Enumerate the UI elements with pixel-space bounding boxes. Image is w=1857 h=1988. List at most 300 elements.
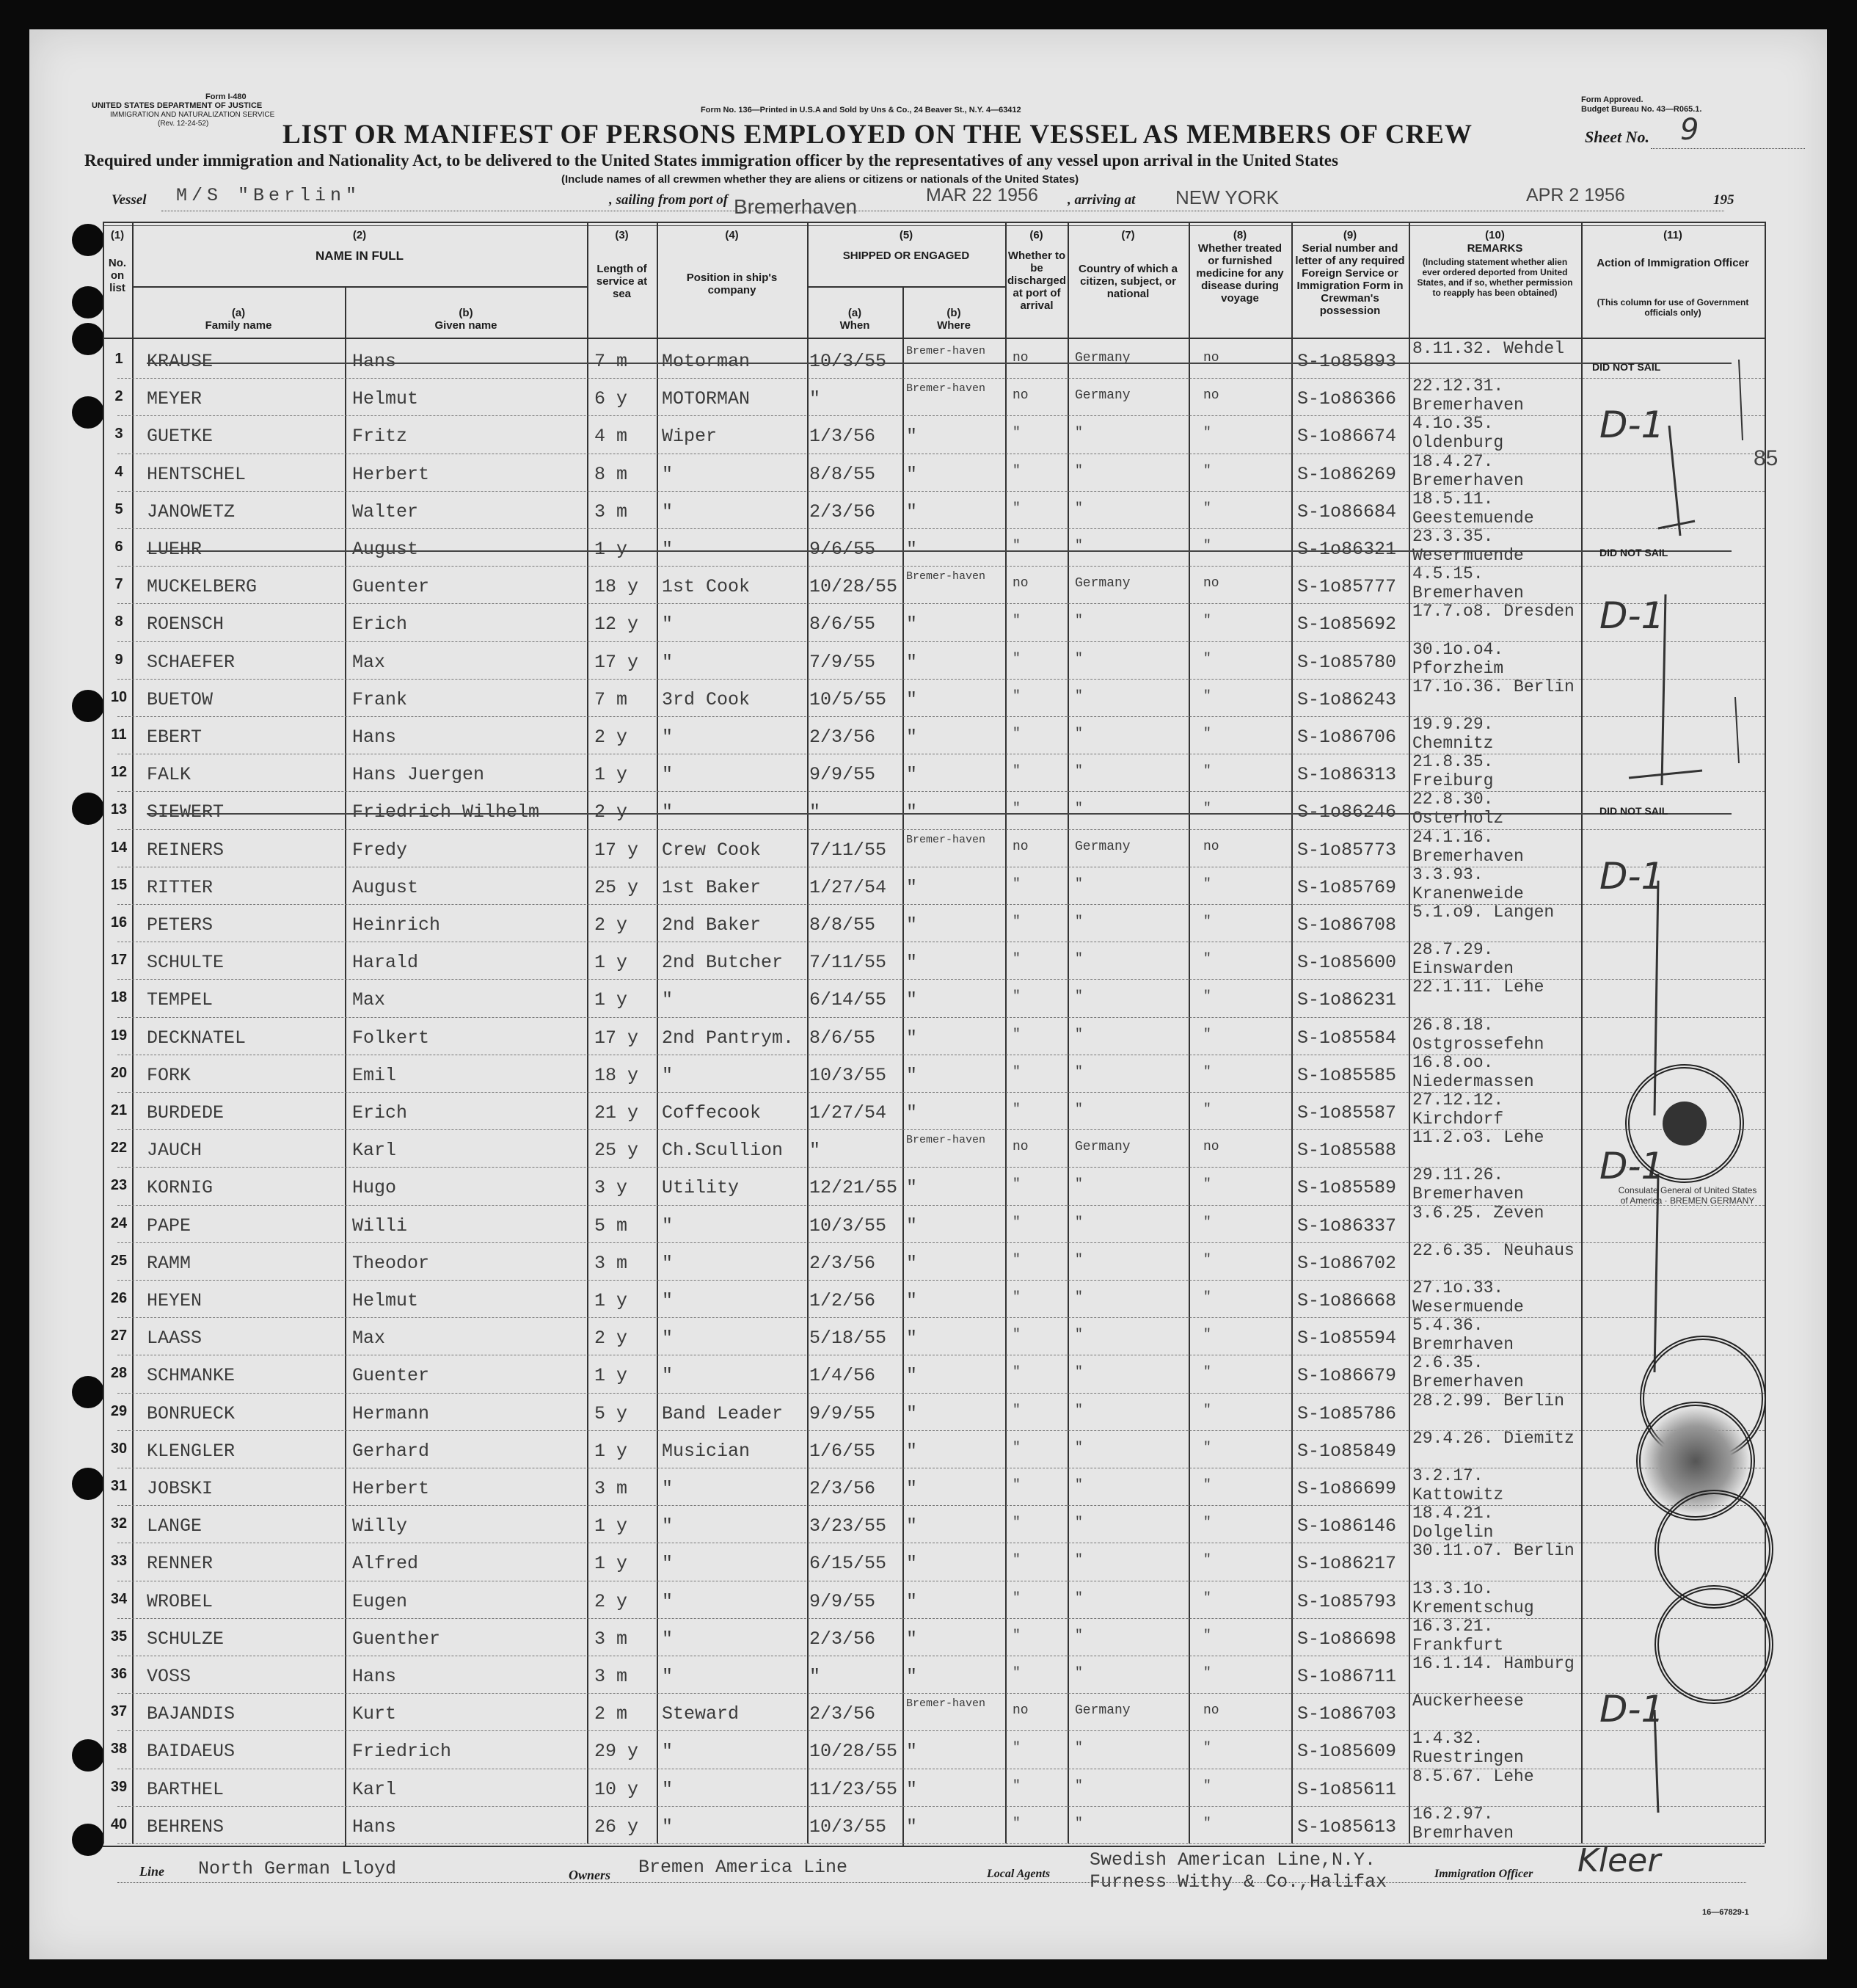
position: "	[662, 651, 674, 673]
serial-number: S-1o85849	[1297, 1440, 1397, 1462]
position: "	[662, 1628, 674, 1650]
col3-number: (3)	[615, 229, 629, 241]
position: MOTORMAN	[662, 388, 751, 410]
owners-label: Owners	[569, 1868, 611, 1882]
discharged: no	[1013, 839, 1029, 854]
country: "	[1075, 613, 1083, 629]
serial-number: S-1o85587	[1297, 1102, 1397, 1124]
discharged: "	[1013, 651, 1021, 666]
col5a-label: (a) When	[839, 307, 870, 332]
remarks: 1.4.32. Ruestringen	[1412, 1729, 1524, 1768]
remarks: 17.7.o8. Dresden	[1412, 602, 1575, 622]
family-name: RENNER	[147, 1553, 214, 1575]
shipped-where: "	[906, 500, 918, 523]
column-border	[1409, 222, 1410, 1843]
country: "	[1075, 1215, 1083, 1230]
strike-through-line	[147, 363, 1732, 364]
arriving-label: , arriving at	[1068, 192, 1136, 208]
given-name: Hans	[352, 351, 397, 372]
col11-number: (11)	[1663, 229, 1682, 241]
length-of-service: 12 y	[594, 613, 639, 636]
shipped-when: 2/3/56	[809, 500, 876, 523]
family-name: SIEWERT	[147, 801, 225, 823]
discharged: "	[1013, 1778, 1021, 1794]
row-number: 24	[110, 1215, 128, 1231]
length-of-service: 25 y	[594, 1140, 639, 1162]
shipped-where: "	[906, 1816, 918, 1838]
country: "	[1075, 1590, 1083, 1606]
country: "	[1075, 1365, 1083, 1380]
family-name: BUETOW	[147, 688, 214, 710]
treated: "	[1203, 914, 1211, 929]
given-name: Max	[352, 989, 386, 1011]
shipped-where: "	[906, 688, 918, 710]
remarks: 16.1.14. Hamburg	[1412, 1654, 1575, 1673]
given-name: Walter	[352, 500, 419, 523]
col7-number: (7)	[1121, 229, 1135, 241]
vessel-name: M/S "Berlin"	[176, 185, 362, 206]
given-name: Alfred	[352, 1553, 419, 1575]
given-name: Guenther	[352, 1628, 441, 1650]
length-of-service: 3 m	[594, 1252, 628, 1274]
remarks: 17.1o.36. Berlin	[1412, 677, 1575, 696]
strike-through-line	[147, 813, 1732, 815]
officer-signature: Kleer	[1577, 1842, 1661, 1879]
serial-number: S-1o86321	[1297, 539, 1397, 560]
col8-label: Whether treated or furnished medicine for any disease during voyage	[1196, 242, 1284, 305]
shipping-line: North German Lloyd	[198, 1858, 397, 1879]
position: "	[662, 1553, 674, 1575]
shipped-when: 12/21/55	[809, 1177, 898, 1199]
shipped-where: "	[906, 1027, 918, 1049]
discharged: no	[1013, 388, 1029, 404]
length-of-service: 5 y	[594, 1402, 628, 1424]
discharged: "	[1013, 1365, 1021, 1380]
family-name: FALK	[147, 764, 191, 786]
discharged: "	[1013, 1064, 1021, 1079]
position: Motorman	[662, 351, 751, 372]
treated: "	[1203, 1778, 1211, 1794]
row-number: 21	[110, 1102, 128, 1118]
given-name: Willi	[352, 1215, 408, 1237]
family-name: BONRUECK	[147, 1402, 236, 1424]
binder-hole	[72, 1376, 104, 1408]
country: Germany	[1075, 1140, 1131, 1155]
family-name: SCHULTE	[147, 952, 225, 974]
shipped-where: "	[906, 1328, 918, 1350]
country: "	[1075, 1027, 1083, 1042]
given-name: Eugen	[352, 1590, 408, 1612]
position: 1st Cook	[662, 576, 751, 598]
shipped-where: "	[906, 1778, 918, 1800]
remarks: 28.2.99. Berlin	[1412, 1391, 1565, 1410]
remarks: 3.2.17. Kattowitz	[1412, 1466, 1504, 1504]
family-name: JAUCH	[147, 1140, 203, 1162]
form-title: LIST OR MANIFEST OF PERSONS EMPLOYED ON THE VESSEL AS MEMBERS OF CREW	[282, 120, 1473, 150]
given-name: Hermann	[352, 1402, 430, 1424]
family-name: LUEHR	[147, 539, 203, 560]
length-of-service: 1 y	[594, 539, 628, 560]
family-name: BURDEDE	[147, 1102, 225, 1124]
serial-number: S-1o86146	[1297, 1515, 1397, 1537]
discharged: "	[1013, 1553, 1021, 1568]
remarks: 8.11.32. Wehdel	[1412, 339, 1565, 358]
remarks: 22.12.31. Bremerhaven	[1412, 376, 1524, 415]
form-subtitle: Required under immigration and Nationality Act, to be delivered to the United States immigration officer by the representatives of any vessel upon arrival in the United States	[84, 151, 1338, 170]
given-name: Hugo	[352, 1177, 397, 1199]
shipped-where: "	[906, 801, 918, 823]
family-name: PAPE	[147, 1215, 191, 1237]
shipped-where: "	[906, 1064, 918, 1086]
serial-number: S-1o86668	[1297, 1290, 1397, 1311]
shipped-split-line	[807, 286, 1005, 288]
treated: "	[1203, 1816, 1211, 1831]
page-mark: 85	[1754, 446, 1778, 470]
shipped-when: 8/6/55	[809, 613, 876, 636]
position: "	[662, 801, 674, 823]
serial-number: S-1o86337	[1297, 1215, 1397, 1237]
position: Coffecook	[662, 1102, 762, 1124]
row-number: 22	[110, 1140, 128, 1157]
given-name: Hans Juergen	[352, 764, 485, 786]
given-name: Frank	[352, 688, 408, 710]
agents-line-1: Swedish American Line,N.Y.	[1090, 1849, 1376, 1871]
row-number: 2	[114, 388, 123, 405]
country: "	[1075, 727, 1083, 741]
family-name: LANGE	[147, 1515, 203, 1537]
given-name: Max	[352, 1328, 386, 1350]
family-name: BAIDAEUS	[147, 1741, 236, 1763]
shipped-when: "	[809, 801, 821, 823]
column-border	[587, 222, 588, 1843]
sheet-label: Sheet No.	[1585, 128, 1649, 146]
family-name: MUCKELBERG	[147, 576, 258, 598]
position: "	[662, 1064, 674, 1086]
row-number: 19	[110, 1027, 128, 1044]
given-name: Hans	[352, 1666, 397, 1687]
treated: "	[1203, 1402, 1211, 1418]
given-name: Theodor	[352, 1252, 430, 1274]
serial-number: S-1o86313	[1297, 764, 1397, 786]
department: UNITED STATES DEPARTMENT OF JUSTICE	[92, 101, 263, 110]
treated: "	[1203, 426, 1211, 441]
discharged: "	[1013, 1102, 1021, 1117]
position: Musician	[662, 1440, 751, 1462]
remarks: 2.6.35. Bremerhaven	[1412, 1353, 1524, 1392]
serial-number: S-1o86366	[1297, 388, 1397, 410]
family-name: RITTER	[147, 876, 214, 898]
shipped-where: "	[906, 1365, 918, 1387]
row-number: 17	[110, 952, 128, 969]
position: "	[662, 1778, 674, 1800]
shipped-when: 8/8/55	[809, 914, 876, 936]
length-of-service: 3 m	[594, 1478, 628, 1499]
shipped-where: "	[906, 1290, 918, 1311]
serial-number: S-1o85780	[1297, 651, 1397, 673]
given-name: Kurt	[352, 1703, 397, 1725]
length-of-service: 3 y	[594, 1177, 628, 1199]
position: Utility	[662, 1177, 740, 1199]
sheet-number: 9	[1680, 113, 1699, 147]
shipped-where: "	[906, 876, 918, 898]
position: Steward	[662, 1703, 740, 1725]
shipped-where: "	[906, 1478, 918, 1499]
shipped-where: "	[906, 1590, 918, 1612]
family-name: BEHRENS	[147, 1816, 225, 1838]
serial-number: S-1o85786	[1297, 1402, 1397, 1424]
family-name: WROBEL	[147, 1590, 214, 1612]
length-of-service: 17 y	[594, 1027, 639, 1049]
shipped-when: 7/9/55	[809, 651, 876, 673]
treated: "	[1203, 801, 1211, 817]
position: "	[662, 539, 674, 560]
col1-number: (1)	[110, 229, 125, 241]
discharged: "	[1013, 1027, 1021, 1042]
shipped-when: 5/18/55	[809, 1328, 887, 1350]
col6-label: Whether to be discharged at port of arrival	[1007, 250, 1067, 312]
position: "	[662, 1252, 674, 1274]
row-number: 34	[110, 1590, 128, 1607]
shipped-when: 1/4/56	[809, 1365, 876, 1387]
serial-number: S-1o86706	[1297, 727, 1397, 748]
col2-number: (2)	[352, 229, 367, 241]
table-bottom-border	[103, 1846, 1765, 1847]
family-name: REINERS	[147, 839, 225, 861]
country: "	[1075, 426, 1083, 441]
row-number: 36	[110, 1666, 128, 1682]
discharged: "	[1013, 764, 1021, 779]
treated: "	[1203, 952, 1211, 967]
shipped-when: 7/11/55	[809, 839, 887, 861]
row-separator	[117, 1843, 1765, 1844]
shipped-where: "	[906, 613, 918, 636]
row-number: 4	[114, 463, 123, 480]
binder-hole	[72, 690, 104, 722]
col2b-label: (b) Given name	[434, 307, 497, 332]
shipped-where: "	[906, 727, 918, 748]
shipped-where: "	[906, 1102, 918, 1124]
shipped-when: 6/15/55	[809, 1553, 887, 1575]
length-of-service: 5 m	[594, 1215, 628, 1237]
remarks: 3.6.25. Zeven	[1412, 1203, 1544, 1223]
country: "	[1075, 914, 1083, 929]
approval-note: Form Approved.	[1581, 95, 1643, 104]
treated: no	[1203, 839, 1219, 854]
discharged: no	[1013, 1703, 1029, 1719]
discharged: "	[1013, 1177, 1021, 1193]
country: "	[1075, 1064, 1083, 1079]
serial-number: S-1o86703	[1297, 1703, 1397, 1725]
country: "	[1075, 1628, 1083, 1643]
shipped-when: 8/6/55	[809, 1027, 876, 1049]
position: 2nd Pantrym.	[662, 1027, 795, 1049]
shipped-when: 1/27/54	[809, 1102, 887, 1124]
remarks: 11.2.o3. Lehe	[1412, 1128, 1544, 1148]
remarks: 30.11.o7. Berlin	[1412, 1541, 1575, 1561]
country: "	[1075, 500, 1083, 516]
country: Germany	[1075, 351, 1131, 365]
shipped-when: 8/8/55	[809, 463, 876, 485]
discharged: "	[1013, 952, 1021, 967]
country: "	[1075, 764, 1083, 779]
family-name: MEYER	[147, 388, 203, 410]
length-of-service: 2 y	[594, 801, 628, 823]
remarks: 8.5.67. Lehe	[1412, 1766, 1534, 1786]
discharged: "	[1013, 1741, 1021, 1756]
remarks: 21.8.35. Freiburg	[1412, 752, 1494, 791]
discharged: "	[1013, 1290, 1021, 1305]
length-of-service: 21 y	[594, 1102, 639, 1124]
line-label: Line	[139, 1864, 164, 1879]
length-of-service: 18 y	[594, 576, 639, 598]
col3-label: Length of service at sea	[596, 263, 648, 300]
treated: "	[1203, 1628, 1211, 1643]
agents-line-2: Furness Withy & Co.,Halifax	[1090, 1871, 1387, 1893]
treated: "	[1203, 989, 1211, 1005]
table-top-border-2	[103, 225, 1765, 226]
discharged: "	[1013, 500, 1021, 516]
col1-label: No. on list	[108, 257, 127, 294]
col5-number: (5)	[899, 229, 913, 241]
country: "	[1075, 1402, 1083, 1418]
col2a-label: (a) Family name	[205, 307, 272, 332]
remarks: 16.2.97. Bremrhaven	[1412, 1804, 1514, 1843]
col9-label: Serial number and letter of any required Foreign Service or Immigration Form in Crewman's possession	[1295, 242, 1405, 317]
col2-label: NAME IN FULL	[315, 249, 404, 263]
serial-number: S-1o85777	[1297, 576, 1397, 598]
given-name: Guenter	[352, 1365, 430, 1387]
shipped-when: 7/11/55	[809, 952, 887, 974]
position: Band Leader	[662, 1402, 784, 1424]
treated: "	[1203, 1102, 1211, 1117]
col10-label: REMARKS	[1467, 242, 1523, 255]
shipped-where: Bremer-haven	[906, 382, 986, 396]
shipped-where: "	[906, 1215, 918, 1237]
remarks: 30.1o.o4. Pforzheim	[1412, 639, 1504, 678]
remarks: 16.3.21. Frankfurt	[1412, 1616, 1504, 1655]
consular-seal-stamp	[1654, 1585, 1773, 1704]
discharged: "	[1013, 1478, 1021, 1493]
serial-number: S-1o85613	[1297, 1816, 1397, 1838]
binder-hole	[72, 1824, 104, 1856]
binder-hole	[72, 323, 104, 355]
column-border	[902, 286, 904, 1846]
shipped-when: 6/14/55	[809, 989, 887, 1011]
treated: "	[1203, 1177, 1211, 1193]
remarks: 19.9.29. Chemnitz	[1412, 715, 1494, 753]
family-name: KLENGLER	[147, 1440, 236, 1462]
owners: Bremen America Line	[638, 1857, 848, 1878]
family-name: BAJANDIS	[147, 1703, 236, 1725]
row-number: 31	[110, 1478, 128, 1494]
column-border	[345, 286, 346, 1846]
treated: "	[1203, 1290, 1211, 1305]
shipped-where: Bremer-haven	[906, 345, 986, 357]
length-of-service: 2 y	[594, 727, 628, 748]
given-name: Willy	[352, 1515, 408, 1537]
given-name: Fritz	[352, 426, 408, 448]
col9-number: (9)	[1343, 229, 1357, 241]
remarks: 22.6.35. Neuhaus	[1412, 1240, 1575, 1260]
family-name: JANOWETZ	[147, 500, 236, 523]
length-of-service: 2 m	[594, 1703, 628, 1725]
serial-number: S-1o85588	[1297, 1140, 1397, 1162]
col4-label: Position in ship's company	[686, 272, 778, 296]
shipped-when: 1/27/54	[809, 876, 887, 898]
family-name: BARTHEL	[147, 1778, 225, 1800]
serial-number: S-1o86711	[1297, 1666, 1397, 1687]
family-name: SCHULZE	[147, 1628, 225, 1650]
serial-number: S-1o85769	[1297, 876, 1397, 898]
discharged: "	[1013, 539, 1021, 553]
row-number: 5	[114, 500, 123, 517]
given-name: Max	[352, 651, 386, 673]
column-border	[1068, 222, 1069, 1843]
shipped-when: 10/3/55	[809, 351, 887, 372]
discharged: "	[1013, 688, 1021, 704]
sailing-date: MAR 22 1956	[926, 185, 1038, 205]
treated: "	[1203, 1478, 1211, 1493]
handwritten-d1: D-1	[1599, 855, 1665, 897]
treated: no	[1203, 1703, 1219, 1719]
treated: "	[1203, 1440, 1211, 1455]
country: "	[1075, 1252, 1083, 1267]
shipped-where: "	[906, 989, 918, 1011]
treated: "	[1203, 463, 1211, 478]
binder-hole	[72, 1468, 104, 1500]
serial-number: S-1o86702	[1297, 1252, 1397, 1274]
col5-label: SHIPPED OR ENGAGED	[842, 250, 970, 262]
stamp-text: Consulate General of United States of America · BREMEN GERMANY	[1618, 1185, 1757, 1206]
binder-hole	[72, 286, 104, 318]
col6-number: (6)	[1029, 229, 1043, 241]
discharged: "	[1013, 1666, 1021, 1681]
length-of-service: 25 y	[594, 876, 639, 898]
shipped-where: "	[906, 1515, 918, 1537]
position: Wiper	[662, 426, 718, 448]
family-name: FORK	[147, 1064, 191, 1086]
remarks: 3.3.93. Kranenweide	[1412, 864, 1524, 903]
binder-hole	[72, 793, 104, 825]
treated: "	[1203, 1553, 1211, 1568]
shipped-where: "	[906, 651, 918, 673]
shipped-where: "	[906, 1440, 918, 1462]
country: "	[1075, 1816, 1083, 1831]
discharged: "	[1013, 801, 1021, 817]
length-of-service: 1 y	[594, 1553, 628, 1575]
position: "	[662, 1666, 674, 1687]
country: "	[1075, 1328, 1083, 1343]
shipped-where: "	[906, 1177, 918, 1199]
row-number: 23	[110, 1177, 128, 1194]
length-of-service: 2 y	[594, 1328, 628, 1350]
column-border	[657, 222, 658, 1843]
country: "	[1075, 651, 1083, 666]
row-number: 26	[110, 1290, 128, 1306]
row-number: 14	[110, 839, 128, 856]
given-name: Karl	[352, 1140, 397, 1162]
serial-number: S-1o85584	[1297, 1027, 1397, 1049]
length-of-service: 6 y	[594, 388, 628, 410]
row-number: 25	[110, 1252, 128, 1269]
position: 2nd Butcher	[662, 952, 784, 974]
given-name: Herbert	[352, 463, 430, 485]
revision: (Rev. 12-24-52)	[158, 120, 209, 128]
treated: "	[1203, 1515, 1211, 1531]
shipped-when: 9/9/55	[809, 1402, 876, 1424]
service: IMMIGRATION AND NATURALIZATION SERVICE	[110, 111, 275, 119]
serial-number: S-1o85589	[1297, 1177, 1397, 1199]
